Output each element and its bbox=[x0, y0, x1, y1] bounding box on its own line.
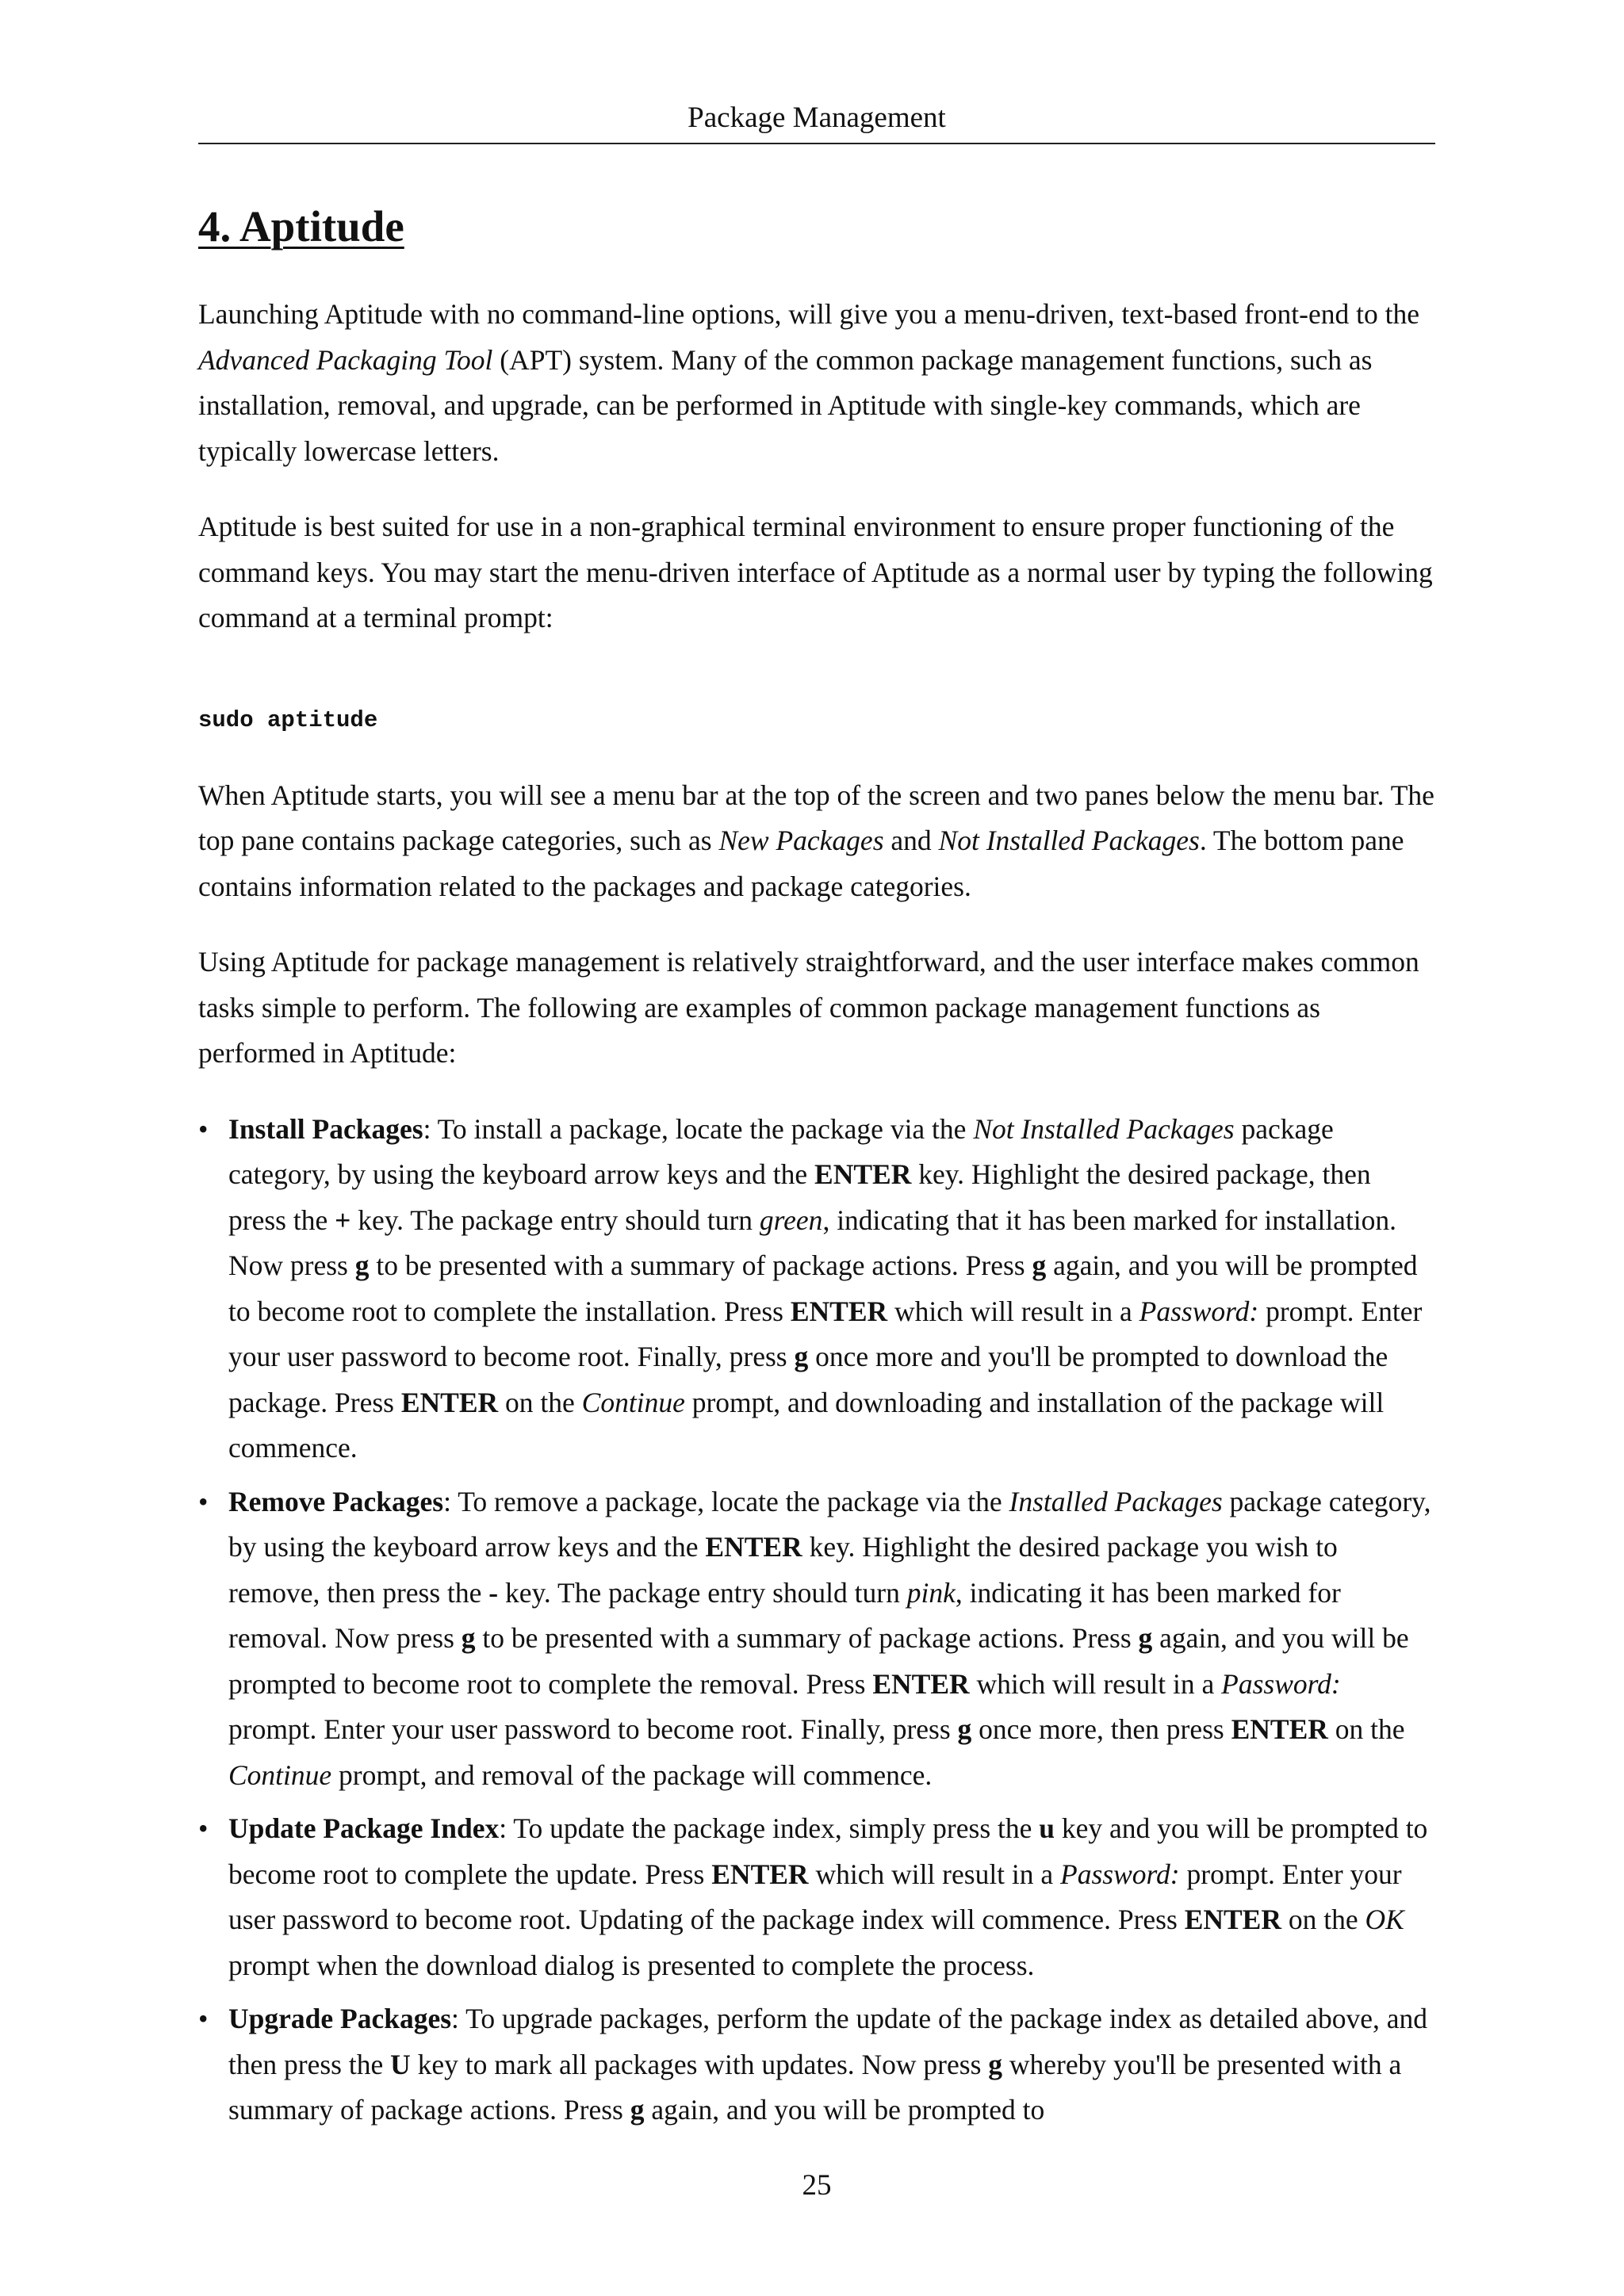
text: to be presented with a summary of package actions. Press bbox=[475, 1622, 1139, 1654]
text: prompt. Enter your user password to become root. Finally, press bbox=[228, 1713, 958, 1745]
intro-paragraph-3 bbox=[198, 773, 1435, 910]
emphasis: pink bbox=[906, 1576, 956, 1609]
text: package category, by using the keyboard arrow keys and the bbox=[228, 1112, 1334, 1190]
key-name: - bbox=[488, 1576, 499, 1609]
text: : To install a package, locate the package via the bbox=[423, 1112, 974, 1145]
text: prompt, and downloading and installation of the package will commence. bbox=[228, 1386, 1385, 1464]
text: (APT) system. Many of the common package management functions, such as installation, removal, and upgrade, can be performed in Aptitude with single-key commands, which are typically lowercase letters. bbox=[198, 343, 1373, 467]
text: prompt. Enter your user password to become root. Finally, press bbox=[228, 1295, 1423, 1372]
emphasis: Not Installed Packages bbox=[938, 825, 1200, 856]
key-name: ENTER bbox=[1184, 1904, 1281, 1935]
section-heading: 4. Aptitude bbox=[198, 202, 404, 251]
text: which will result in a bbox=[808, 1858, 1061, 1890]
text: key. Highlight the desired package, then press the bbox=[228, 1158, 1371, 1236]
emphasis: Installed Packages bbox=[1009, 1485, 1223, 1517]
intro-paragraph-4: Using Aptitude for package management is relatively straightforward, and the user interface makes common tasks simple to perform. The following are examples of common package management functions as performed in Aptitude: bbox=[198, 946, 1419, 1069]
key-name: ENTER bbox=[790, 1295, 888, 1327]
text: again, and you will be prompted to become root to complete the removal. Press bbox=[228, 1622, 1409, 1700]
text: When Aptitude starts, you will see a menu bar at the top of the screen and two panes below the menu bar. The top pane contains package categories, such as bbox=[198, 779, 1434, 856]
text: again, and you will be prompted to become root to complete the installation. Press bbox=[228, 1249, 1418, 1327]
key-name: g bbox=[1138, 1622, 1153, 1654]
text: key and you will be prompted to become root to complete the update. Press bbox=[228, 1812, 1428, 1890]
text: whereby you'll be presented with a summary of package actions. Press bbox=[228, 2048, 1402, 2126]
key-name: g bbox=[630, 2094, 645, 2126]
text: key. The package entry should turn bbox=[498, 1576, 907, 1609]
text: prompt. Enter your user password to become root. Updating of the package index will commence. Press bbox=[228, 1858, 1402, 1935]
text: on the bbox=[498, 1386, 582, 1418]
key-name: ENTER bbox=[400, 1386, 499, 1418]
header-rule bbox=[198, 143, 1435, 144]
text: which will result in a bbox=[887, 1295, 1139, 1327]
key-name: ENTER bbox=[872, 1667, 970, 1700]
key-name: + bbox=[335, 1203, 351, 1236]
key-name: ENTER bbox=[711, 1858, 809, 1890]
intro-paragraph-1 bbox=[198, 292, 1435, 474]
key-name: U bbox=[390, 2048, 411, 2080]
item-title: Remove Packages bbox=[228, 1485, 444, 1517]
emphasis: green bbox=[759, 1203, 823, 1236]
text: which will result in a bbox=[969, 1667, 1222, 1700]
text: : To remove a package, locate the package via the bbox=[443, 1485, 1009, 1517]
key-name: g bbox=[354, 1249, 370, 1281]
item-title: Upgrade Packages bbox=[228, 2003, 452, 2034]
text: and bbox=[883, 825, 939, 856]
text: key to mark all packages with updates. Now press bbox=[410, 2048, 989, 2080]
key-name: g bbox=[988, 2048, 1003, 2080]
text: on the bbox=[1281, 1904, 1365, 1935]
text: prompt when the download dialog is presented to complete the process. bbox=[228, 1949, 1035, 1981]
emphasis: Password: bbox=[1060, 1858, 1180, 1890]
list-item-remove-packages bbox=[198, 1479, 1435, 1799]
emphasis: OK bbox=[1365, 1904, 1404, 1935]
bullet-list bbox=[198, 1107, 1435, 2133]
key-name: ENTER bbox=[814, 1158, 912, 1190]
key-name: g bbox=[461, 1622, 476, 1654]
key-name: ENTER bbox=[705, 1531, 802, 1563]
text: prompt, and removal of the package will commence. bbox=[331, 1758, 933, 1791]
list-item-install-packages bbox=[198, 1107, 1435, 1471]
item-title: Update Package Index bbox=[228, 1812, 500, 1844]
emphasis: New Packages bbox=[718, 825, 884, 856]
text: once more and you'll be prompted to download the package. Press bbox=[228, 1341, 1388, 1418]
emphasis: Not Installed Packages bbox=[973, 1112, 1235, 1145]
text: Launching Aptitude with no command-line options, will give you a menu-driven, text-based front-end to the bbox=[198, 298, 1419, 330]
page-content bbox=[198, 197, 1435, 2141]
text: again, and you will be prompted to bbox=[644, 2094, 1045, 2126]
page-number: 25 bbox=[802, 2169, 832, 2202]
key-name: g bbox=[794, 1341, 809, 1372]
list-item-update-package-index bbox=[198, 1806, 1435, 1988]
running-header: Package Management bbox=[688, 101, 946, 134]
key-name: g bbox=[1032, 1249, 1047, 1281]
bullet-marker: • bbox=[198, 2003, 209, 2034]
emphasis: Advanced Packaging Tool bbox=[198, 343, 493, 376]
document-page bbox=[198, 0, 1435, 2296]
text: : To upgrade packages, perform the update of the package index as detailed above, and then press the bbox=[228, 2003, 1428, 2080]
intro-paragraph-2: Aptitude is best suited for use in a non-graphical terminal environment to ensure proper functioning of the command keys. You may start the menu-driven interface of Aptitude as a normal user by typing the following command at a terminal prompt: bbox=[198, 511, 1433, 633]
text: once more, then press bbox=[971, 1713, 1231, 1745]
text: key. The package entry should turn bbox=[350, 1203, 760, 1236]
text: key. Highlight the desired package you wish to remove, then press the bbox=[228, 1531, 1338, 1609]
item-title: Install Packages bbox=[228, 1112, 423, 1145]
list-item-upgrade-packages bbox=[198, 1996, 1435, 2133]
text: package category, by using the keyboard arrow keys and the bbox=[228, 1485, 1431, 1563]
emphasis: Password: bbox=[1139, 1295, 1259, 1327]
emphasis: Continue bbox=[581, 1386, 685, 1418]
text: to be presented with a summary of package actions. Press bbox=[369, 1249, 1032, 1281]
text: . The bottom pane contains information related to the packages and package categories. bbox=[198, 825, 1404, 902]
key-name: ENTER bbox=[1231, 1713, 1328, 1745]
key-name: u bbox=[1039, 1812, 1055, 1844]
text: , indicating that it has been marked for installation. Now press bbox=[228, 1203, 1397, 1281]
emphasis: Continue bbox=[228, 1758, 332, 1791]
emphasis: Password: bbox=[1221, 1667, 1341, 1700]
key-name: g bbox=[957, 1713, 972, 1745]
bullet-marker: • bbox=[198, 1485, 209, 1517]
bullet-marker: • bbox=[198, 1112, 209, 1145]
bullet-marker: • bbox=[198, 1812, 209, 1844]
command-example: sudo aptitude bbox=[198, 706, 378, 733]
text: on the bbox=[1327, 1713, 1405, 1745]
text: : To update the package index, simply press the bbox=[499, 1812, 1040, 1844]
text: , indicating it has been marked for removal. Now press bbox=[228, 1576, 1341, 1654]
